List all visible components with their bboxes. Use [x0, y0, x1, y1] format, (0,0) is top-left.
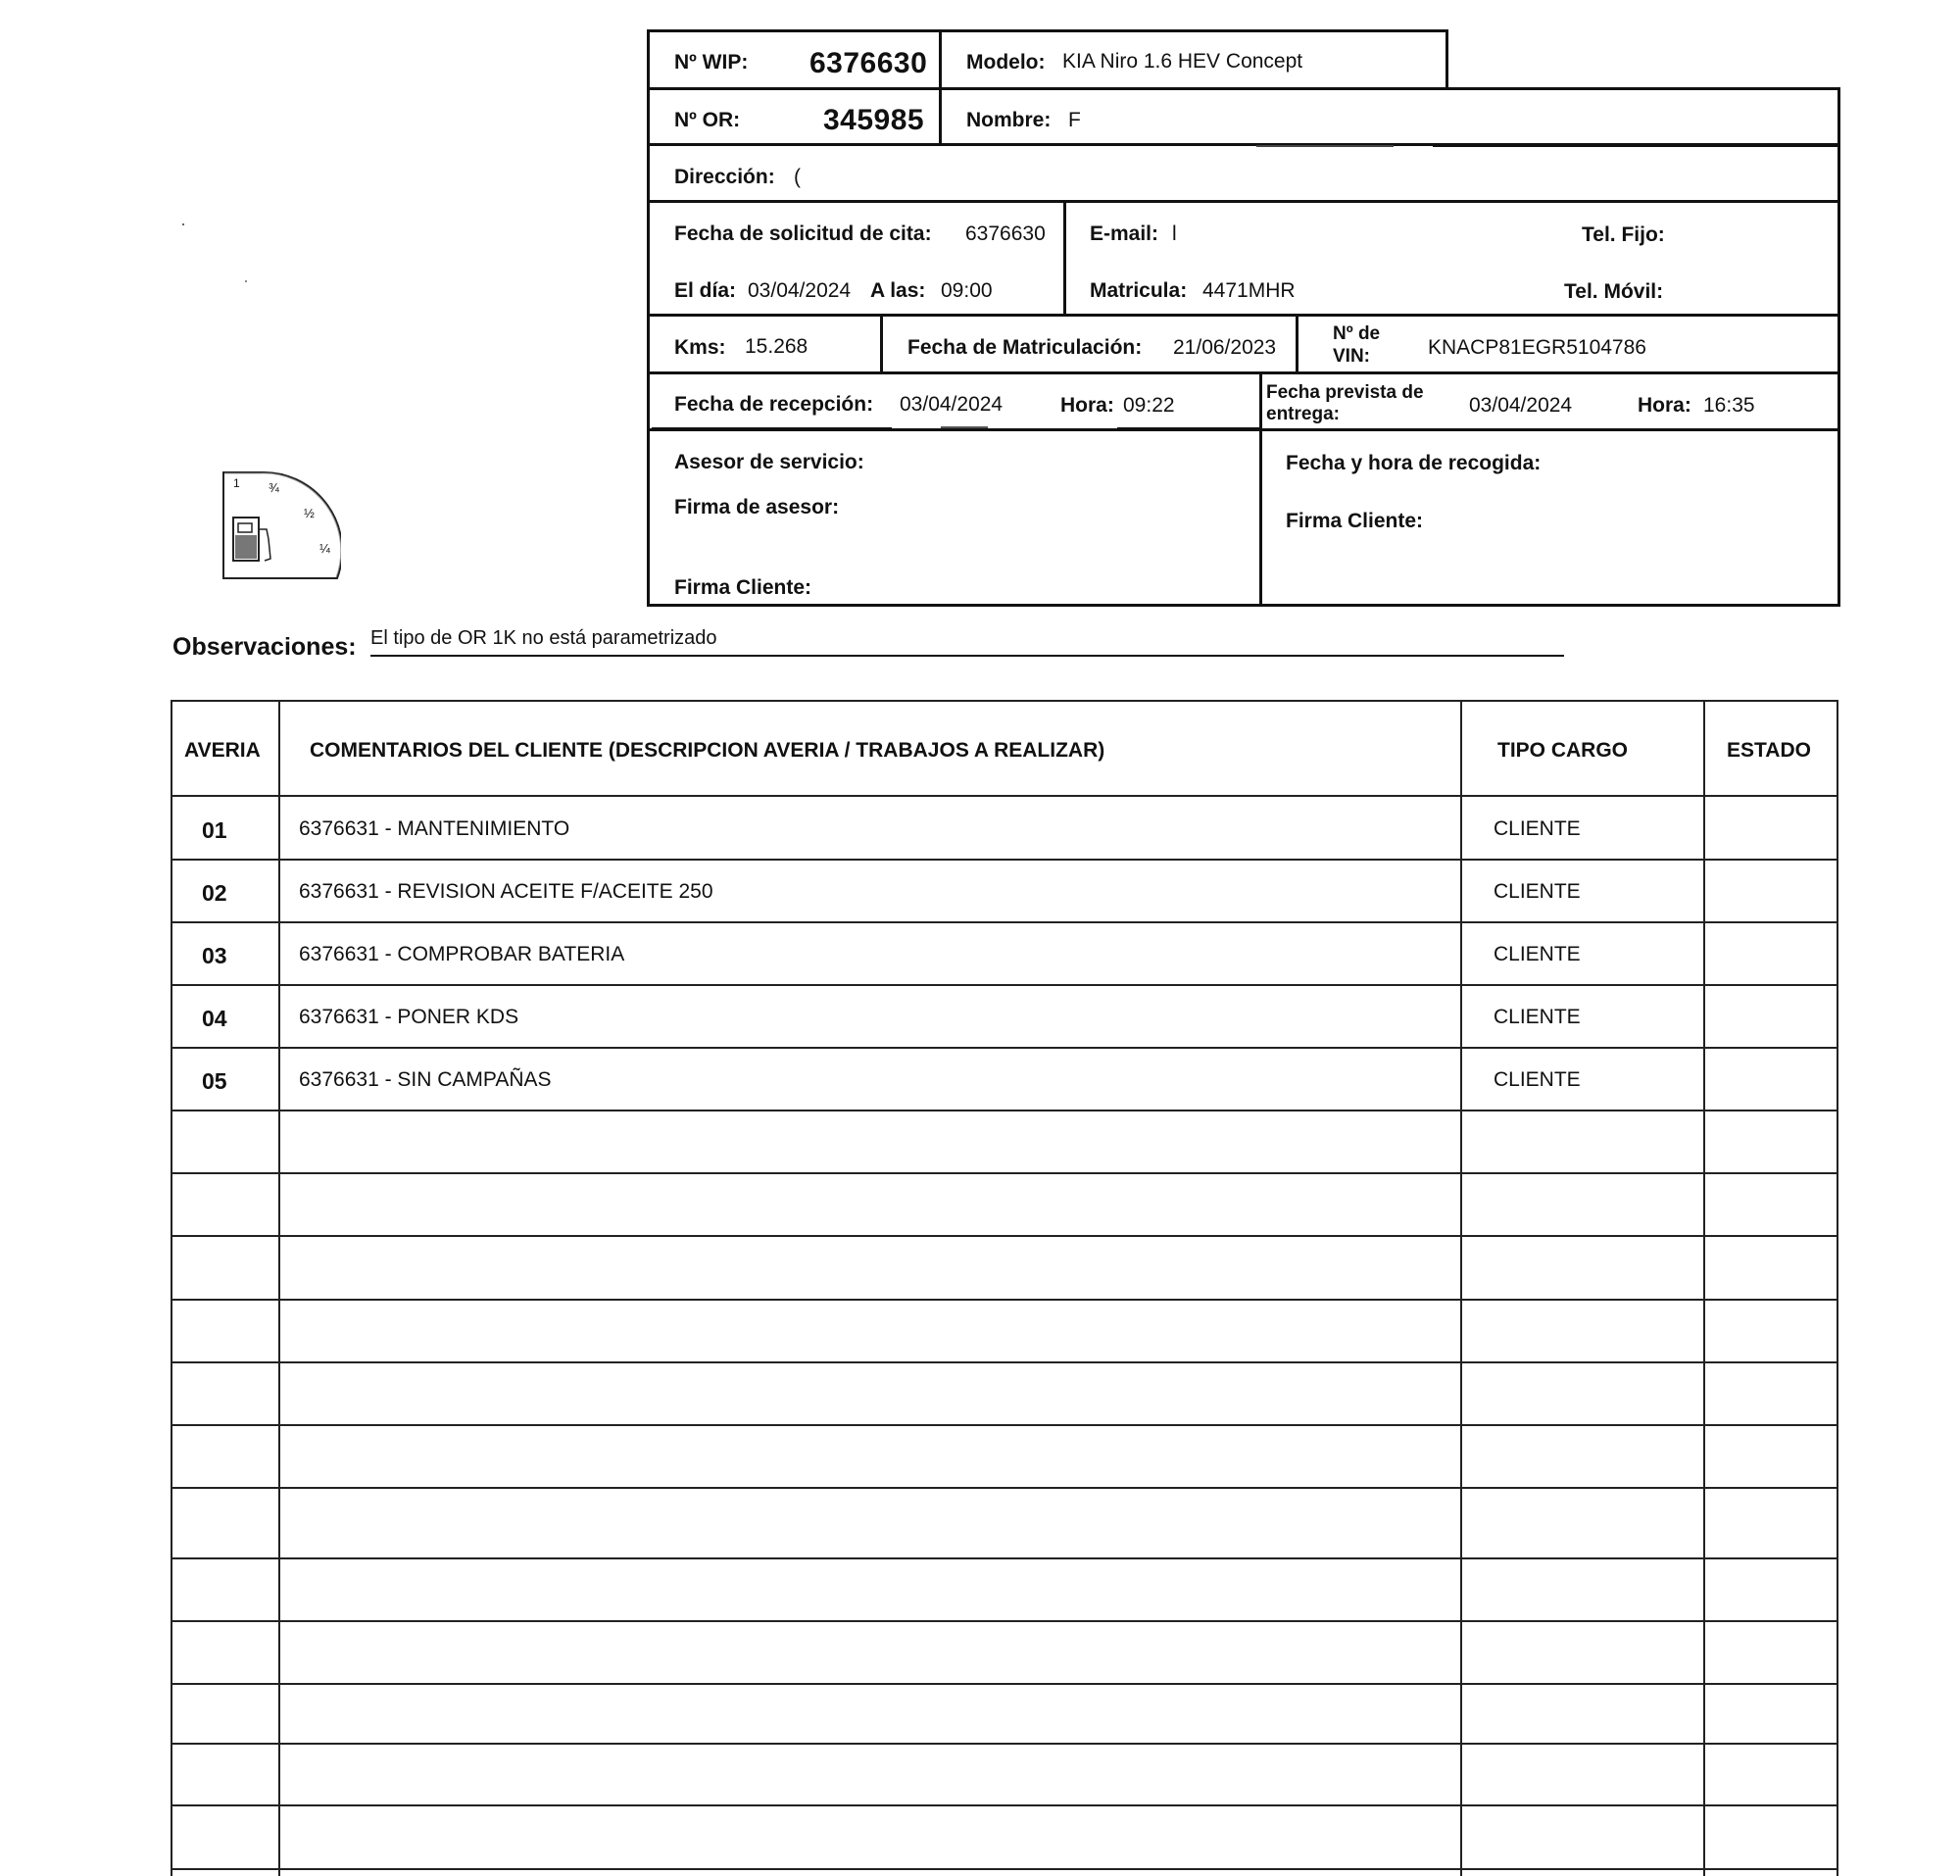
fecha-solicitud-label: Fecha de solicitud de cita:	[674, 222, 932, 245]
recepcion-label: Fecha de recepción:	[674, 393, 874, 416]
tel-fijo-label: Tel. Fijo:	[1582, 223, 1665, 246]
fuel-mark-three-quarter: ¾	[269, 480, 279, 495]
scan-dot	[245, 280, 247, 282]
table-rule	[171, 1235, 1838, 1237]
redaction-line	[1256, 145, 1394, 147]
divider	[647, 371, 1840, 374]
table-rule	[171, 1804, 1838, 1806]
divider	[880, 314, 883, 372]
kms-value: 15.268	[745, 335, 808, 358]
table-rule	[171, 700, 172, 1876]
firma-cliente-label: Firma Cliente:	[674, 576, 812, 599]
redaction-line	[1117, 427, 1259, 431]
row-5-cargo: CLIENTE	[1494, 1068, 1581, 1091]
hora-entrega-label: Hora:	[1638, 394, 1691, 417]
direccion-value: (	[794, 166, 801, 188]
col-header-comentarios: COMENTARIOS DEL CLIENTE (DESCRIPCION AVERIA / TRABAJOS A REALIZAR)	[310, 739, 1105, 762]
table-rule	[171, 1047, 1838, 1049]
prevista-value: 03/04/2024	[1469, 394, 1573, 417]
vin-label-1: Nº de	[1333, 323, 1381, 344]
table-rule	[171, 1683, 1838, 1685]
recogida-label: Fecha y hora de recogida:	[1286, 452, 1542, 474]
vin-label-2: VIN:	[1333, 346, 1370, 367]
divider	[647, 200, 1840, 203]
hora-recepcion-label: Hora:	[1060, 394, 1114, 417]
divider	[1296, 314, 1298, 372]
fecha-matric-value: 21/06/2023	[1173, 336, 1277, 359]
redaction-line	[652, 427, 892, 431]
tel-movil-label: Tel. Móvil:	[1564, 280, 1664, 303]
modelo-label: Modelo:	[966, 51, 1046, 74]
nombre-label: Nombre:	[966, 109, 1052, 131]
fuel-mark-quarter: ¼	[319, 541, 330, 556]
or-value: 345985	[823, 104, 925, 136]
email-label: E-mail:	[1090, 222, 1159, 245]
redaction-line	[1433, 143, 1838, 147]
row-2-cargo: CLIENTE	[1494, 880, 1581, 903]
divider	[647, 314, 1840, 317]
a-las-label: A las:	[870, 279, 926, 302]
wip-value: 6376630	[809, 47, 928, 79]
dia-value: 03/04/2024	[748, 279, 852, 302]
redaction-line	[941, 426, 988, 428]
fuel-mark-half: ½	[304, 506, 315, 520]
row-4-cargo: CLIENTE	[1494, 1006, 1581, 1028]
or-label: Nº OR:	[674, 109, 741, 131]
matricula-label: Matricula:	[1090, 279, 1188, 302]
dia-label: El día:	[674, 279, 737, 302]
direccion-label: Dirección:	[674, 166, 775, 188]
row-5-desc: 6376631 - SIN CAMPAÑAS	[299, 1068, 552, 1091]
table-rule	[171, 1620, 1838, 1622]
row-2-desc: 6376631 - REVISION ACEITE F/ACEITE 250	[299, 880, 713, 903]
table-rule	[171, 859, 1838, 861]
a-las-value: 09:00	[941, 279, 993, 302]
table-rule	[1837, 700, 1838, 1876]
hora-entrega-value: 16:35	[1703, 394, 1755, 417]
table-rule	[171, 984, 1838, 986]
row-3-cargo: CLIENTE	[1494, 943, 1581, 965]
col-header-estado: ESTADO	[1727, 739, 1811, 762]
fecha-solicitud-value: 6376630	[965, 222, 1046, 245]
col-header-averia: AVERIA	[184, 739, 261, 762]
kms-label: Kms:	[674, 336, 726, 359]
table-rule	[278, 700, 280, 1876]
asesor-label: Asesor de servicio:	[674, 451, 864, 473]
recepcion-value: 03/04/2024	[900, 393, 1004, 416]
modelo-value: KIA Niro 1.6 HEV Concept	[1062, 50, 1303, 73]
fuel-gauge	[221, 470, 341, 582]
table-rule	[171, 700, 1838, 702]
table-rule	[171, 921, 1838, 923]
row-1-desc: 6376631 - MANTENIMIENTO	[299, 817, 570, 840]
divider	[1063, 200, 1066, 316]
prevista-label-1: Fecha prevista de	[1266, 382, 1424, 403]
fuel-mark-full: 1	[233, 476, 240, 490]
table-rule	[1460, 700, 1462, 1876]
nombre-value: F	[1068, 109, 1081, 131]
observaciones-value: El tipo de OR 1K no está parametrizado	[370, 627, 717, 649]
table-rule	[171, 1110, 1838, 1111]
email-value: l	[1172, 222, 1177, 245]
wip-modelo-box	[647, 29, 1448, 90]
table-rule	[171, 1424, 1838, 1426]
prevista-label-2: entrega:	[1266, 404, 1340, 424]
col-header-tipo-cargo: TIPO CARGO	[1497, 739, 1629, 762]
table-rule	[171, 1743, 1838, 1745]
matricula-value: 4471MHR	[1202, 279, 1296, 302]
firma-cliente-2-label: Firma Cliente:	[1286, 510, 1424, 532]
table-rule	[171, 1299, 1838, 1301]
hora-recepcion-value: 09:22	[1123, 394, 1175, 417]
row-5-averia: 05	[202, 1068, 227, 1094]
table-rule	[171, 795, 1838, 797]
row-1-averia: 01	[202, 817, 227, 843]
scan-dot	[182, 223, 184, 225]
row-4-averia: 04	[202, 1006, 227, 1031]
row-3-desc: 6376631 - COMPROBAR BATERIA	[299, 943, 625, 965]
observaciones-underline	[370, 655, 1564, 657]
table-rule	[1703, 700, 1705, 1876]
vin-value: KNACP81EGR5104786	[1428, 336, 1646, 359]
firma-asesor-label: Firma de asesor:	[674, 496, 840, 518]
row-3-averia: 03	[202, 943, 227, 968]
fecha-matric-label: Fecha de Matriculación:	[907, 336, 1143, 359]
wip-label: Nº WIP:	[674, 51, 749, 74]
table-rule	[171, 1487, 1838, 1489]
row-1-cargo: CLIENTE	[1494, 817, 1581, 840]
observaciones-label: Observaciones:	[172, 633, 357, 661]
row-2-averia: 02	[202, 880, 227, 906]
table-rule	[171, 1557, 1838, 1559]
row-4-desc: 6376631 - PONER KDS	[299, 1006, 519, 1028]
table-rule	[171, 1172, 1838, 1174]
table-rule	[171, 1868, 1838, 1870]
table-rule	[171, 1361, 1838, 1363]
divider	[1259, 371, 1262, 607]
